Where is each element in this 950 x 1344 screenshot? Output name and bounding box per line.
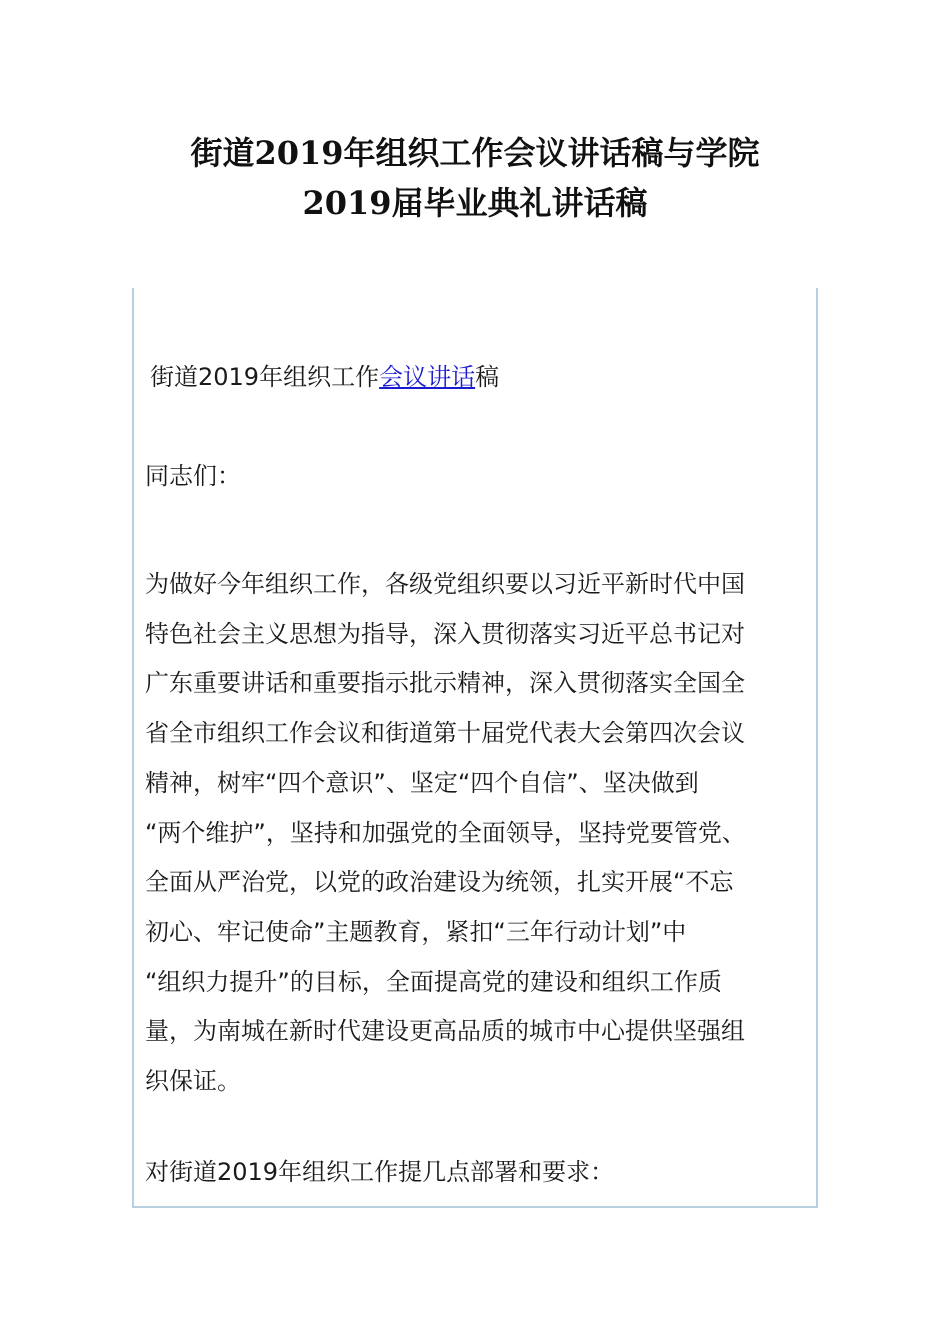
paragraph-line: 量，为南城在新时代建设更高品质的城市中心提供坚强组: [145, 1017, 745, 1046]
paragraph-line: 特色社会主义思想为指导，深入贯彻落实习近平总书记对: [145, 619, 745, 648]
paragraph-line: “两个维护”，坚持和加强党的全面领导，坚持党要管党、: [145, 818, 746, 847]
paragraph-line: 为做好今年组织工作，各级党组织要以习近平新时代中国: [145, 570, 745, 598]
closing-line: 对街道2019年组织工作提几点部署和要求：: [145, 1158, 615, 1186]
paragraph-line: 全面从严治党，以党的政治建设为统领，扎实开展“不忘: [145, 868, 734, 897]
paragraph-line: 织保证。: [145, 1067, 241, 1096]
document-title-line-2: 2019届毕业典礼讲话稿: [302, 184, 648, 222]
paragraph-line: 初心、牢记使命”主题教育，紧扣“三年行动计划”中: [145, 917, 687, 946]
greeting: 同志们：: [145, 462, 241, 490]
subtitle-link[interactable]: 会议讲话: [379, 363, 476, 391]
document-title-line-1: 街道2019年组织工作会议讲话稿与学院: [190, 134, 760, 172]
paragraph-line: “组织力提升”的目标，全面提高党的建设和组织工作质: [145, 967, 722, 996]
body-paragraph: [145, 560, 805, 1107]
paragraph-line: 省全市组织工作会议和街道第十届党代表大会第四次会议: [145, 719, 745, 748]
paragraph-line: 精神，树牢“四个意识”、坚定“四个自信”、坚决做到: [145, 768, 699, 797]
subtitle-prefix: 街道2019年组织工作: [150, 363, 380, 391]
subtitle-suffix: 稿: [475, 363, 500, 391]
paragraph-line: 广东重要讲话和重要指示批示精神，深入贯彻落实全国全: [145, 669, 745, 698]
section-subtitle: [150, 362, 499, 392]
document-title: [0, 128, 950, 228]
